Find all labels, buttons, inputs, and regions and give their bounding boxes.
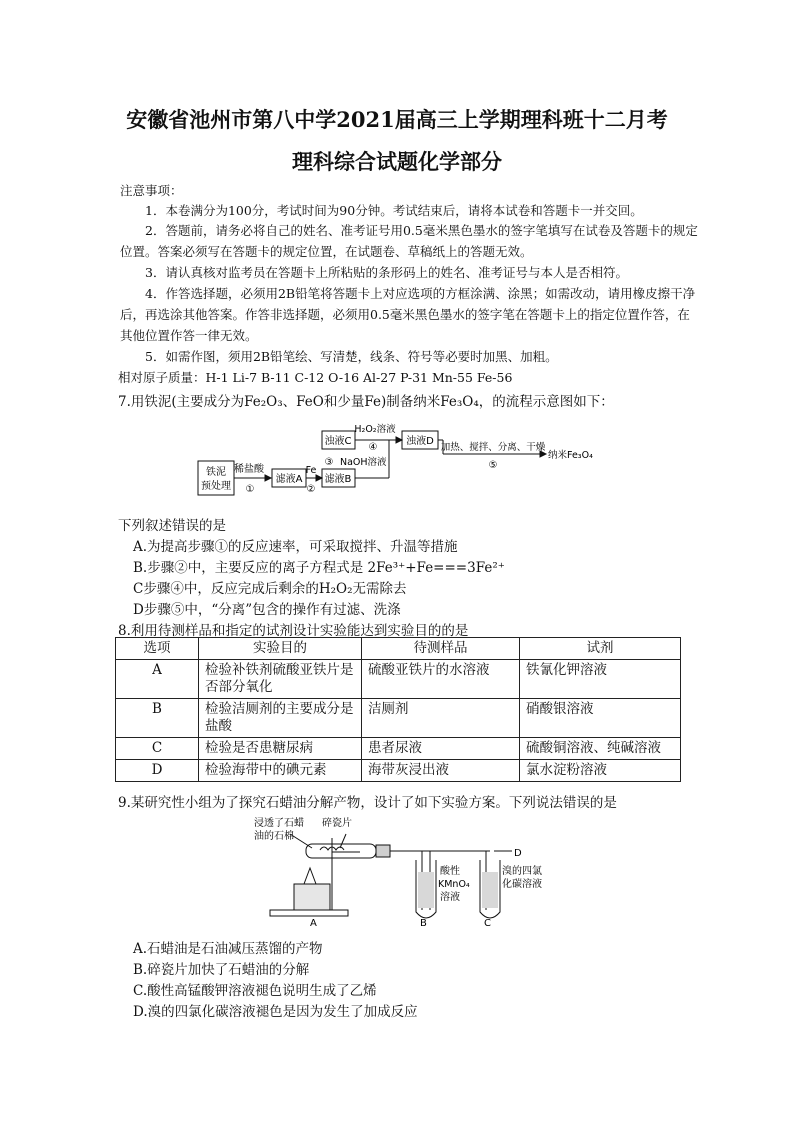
- label-porcelain: 碎瓷片: [322, 818, 352, 829]
- cell-reagent: 硝酸银溶液: [520, 699, 681, 738]
- note-1: 1．本卷满分为100分，考试时间为90分钟。考试结束后，请将本试卷和答题卡一并交回。: [145, 203, 643, 218]
- cell-reagent: 硫酸铜溶液、纯碱溶液: [520, 738, 681, 760]
- cell-option: B: [116, 699, 199, 738]
- notes-heading: 注意事项：: [120, 183, 183, 198]
- q7-option-b: B.步骤②中，主要反应的离子方程式是 2Fe³⁺+Fe===3Fe²⁺: [133, 560, 505, 576]
- cell-option: A: [116, 660, 199, 699]
- flow-start-1: 铁泥: [206, 467, 226, 478]
- note-3: 3．请认真核对监考员在答题卡上所粘贴的条形码上的姓名、准考证号与本人是否相符。: [145, 265, 628, 280]
- label-c: C: [484, 918, 491, 928]
- note-4b: 后，再选涂其他答案。作答非选择题，必须用0.5毫米黑色墨水的签字笔在答题卡上的指定位置作答，在: [120, 307, 690, 322]
- cell-purpose: 检验洁厕剂的主要成分是盐酸: [199, 699, 362, 738]
- atomic-masses: 相对原子质量：H-1 Li-7 B-11 C-12 O-16 Al-27 P-31 Mn-55 Fe-56: [118, 370, 513, 385]
- cell-reagent: 氯水淀粉溶液: [520, 760, 681, 782]
- flow-box-d: 浊液D: [406, 436, 434, 447]
- q7-option-a: A.为提高步骤①的反应速率，可采取搅拌、升温等措施: [133, 539, 458, 555]
- flow-step3: ③: [324, 457, 334, 468]
- flow-heat: 加热、搅拌、分离、干燥: [440, 442, 546, 453]
- flow-fe: Fe: [305, 465, 317, 476]
- q7-option-c: C步骤④中，反应完成后剩余的H₂O₂无需除去: [133, 581, 407, 597]
- q7-prompt: 下列叙述错误的是: [118, 518, 226, 534]
- header-reagent: 试剂: [520, 638, 681, 660]
- q9-option-b: B.碎瓷片加快了石蜡油的分解: [133, 962, 310, 978]
- cell-purpose: 检验是否患糖尿病: [199, 738, 362, 760]
- flow-filtrate-a: 滤液A: [275, 474, 303, 485]
- label-asbestos-1: 浸透了石蜡: [254, 818, 304, 829]
- q7-option-d: D步骤⑤中，“分离”包含的操作有过滤、洗涤: [133, 602, 401, 618]
- cell-purpose: 检验海带中的碘元素: [199, 760, 362, 782]
- table-row: [116, 660, 681, 699]
- note-4a: 4．作答选择题，必须用2B铅笔将答题卡上对应选项的方框涂满、涂黑；如需改动，请用橡皮擦干净: [145, 286, 696, 301]
- cell-option: D: [116, 760, 199, 782]
- q9-option-a: A.石蜡油是石油减压蒸馏的产物: [133, 941, 323, 957]
- cell-reagent: 铁氰化钾溶液: [520, 660, 681, 699]
- flow-acid: 稀盐酸: [234, 464, 264, 475]
- table-header-row: [116, 638, 681, 660]
- cell-option: C: [116, 738, 199, 760]
- label-a: A: [310, 918, 317, 928]
- table-row: [116, 699, 681, 738]
- q7-stem: 7.用铁泥(主要成分为Fe₂O₃、FeO和少量Fe)制备纳米Fe₃O₄，的流程示意图如下：: [118, 394, 614, 410]
- flow-box-b: 滤液B: [324, 474, 352, 485]
- label-br-2: 化碳溶液: [502, 879, 542, 890]
- flow-step4: ④: [368, 442, 378, 453]
- title-line-2: 理科综合试题化学部分: [292, 149, 502, 174]
- flow-step2: ②: [306, 484, 316, 495]
- q8-table: [115, 637, 681, 782]
- label-asbestos-2: 油的石棉: [254, 831, 294, 842]
- cell-sample: 硫酸亚铁片的水溶液: [362, 660, 520, 699]
- q9-stem: 9.某研究性小组为了探究石蜡油分解产物，设计了如下实验方案。下列说法错误的是: [118, 795, 617, 811]
- flow-h2o2: H₂O₂溶液: [354, 424, 396, 435]
- label-kmno4-1: 酸性: [440, 866, 460, 877]
- flow-step1: ①: [245, 484, 255, 495]
- flow-product: 纳米Fe₃O₄: [548, 450, 593, 461]
- table-row: [116, 760, 681, 782]
- header-purpose: 实验目的: [199, 638, 362, 660]
- flow-box-c: 浊液C: [324, 436, 352, 447]
- flow-start-2: 预处理: [201, 481, 231, 492]
- q7-flow-diagram: [195, 418, 605, 500]
- cell-purpose: 检验补铁剂硫酸亚铁片是否部分氧化: [199, 660, 362, 699]
- q9-option-c: C.酸性高锰酸钾溶液褪色说明生成了乙烯: [133, 983, 377, 999]
- cell-sample: 患者尿液: [362, 738, 520, 760]
- label-kmno4-3: 溶液: [440, 892, 460, 903]
- cell-sample: 海带灰浸出液: [362, 760, 520, 782]
- label-b: B: [420, 918, 427, 928]
- note-5: 5．如需作图，须用2B铅笔绘、写清楚，线条、符号等必要时加黑、加粗。: [145, 349, 558, 364]
- cell-sample: 洁厕剂: [362, 699, 520, 738]
- label-kmno4-2: KMnO₄: [438, 879, 470, 890]
- note-2a: 2．答题前，请务必将自己的姓名、准考证号用0.5毫米黑色墨水的签字笔填写在试卷及答题卡的规定: [145, 223, 698, 238]
- header-option: 选项: [116, 638, 199, 660]
- note-2b: 位置。答案必须写在答题卡的规定位置，在试题卷、草稿纸上的答题无效。: [120, 244, 533, 259]
- title-line-1: 安徽省池州市第八中学2021届高三上学期理科班十二月考: [126, 107, 668, 132]
- note-4c: 其他位置作答一律无效。: [120, 328, 258, 343]
- flow-step5: ⑤: [488, 460, 498, 471]
- q9-option-d: D.溴的四氯化碳溶液褪色是因为发生了加成反应: [133, 1004, 418, 1020]
- q9-apparatus-diagram: [250, 812, 550, 928]
- label-d: D: [514, 848, 522, 859]
- label-br-1: 溴的四氯: [502, 866, 542, 877]
- q8-stem: 8.利用待测样品和指定的试剂设计实验能达到实验目的的是: [118, 623, 469, 639]
- header-sample: 待测样品: [362, 638, 520, 660]
- flow-naoh: NaOH溶液: [340, 457, 387, 468]
- table-row: [116, 738, 681, 760]
